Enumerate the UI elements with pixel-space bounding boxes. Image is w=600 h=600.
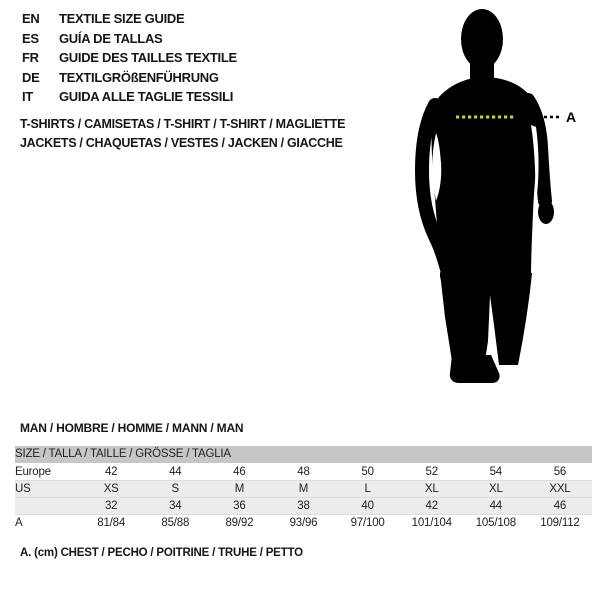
language-row-de	[22, 68, 237, 88]
language-row-es	[22, 29, 237, 49]
man-silhouette-svg	[395, 5, 595, 400]
table-row-us	[15, 480, 592, 497]
size-cell: 46	[553, 499, 567, 512]
size-cell: 36	[233, 499, 246, 512]
language-code: FR	[22, 50, 39, 66]
size-cell: M	[298, 482, 309, 495]
category-jackets: JACKETS / CHAQUETAS / VESTES / JACKEN / GIACCHE	[20, 136, 343, 150]
man-silhouette-figure	[395, 5, 595, 400]
row-label: Europe	[15, 465, 51, 478]
size-cell: 56	[553, 465, 567, 478]
size-cell: 46	[233, 465, 246, 478]
size-table-header-row	[15, 446, 592, 463]
language-row-en	[22, 9, 237, 29]
language-title: GUÍA DE TALLAS	[59, 30, 163, 46]
measurement-footnote: A. (cm) CHEST / PECHO / POITRINE / TRUHE / PETTO	[20, 547, 303, 559]
language-title: GUIDA ALLE TAGLIE TESSILI	[59, 89, 234, 105]
size-cell: 101/104	[411, 516, 452, 529]
size-table-container	[15, 446, 592, 531]
size-cell: 97/100	[350, 516, 385, 529]
size-cell: 38	[297, 499, 310, 512]
size-cell: 44	[169, 465, 182, 478]
size-cell: 44	[489, 499, 503, 512]
size-cell: 40	[361, 499, 374, 512]
size-cell: XXL	[549, 482, 571, 495]
language-row-fr	[22, 48, 237, 68]
size-cell: 42	[425, 499, 438, 512]
language-row-it	[22, 87, 237, 107]
size-cell: 32	[104, 499, 118, 512]
language-title: TEXTILGRÖßENFÜHRUNG	[59, 69, 219, 85]
size-cell: 34	[169, 499, 182, 512]
language-title: TEXTILE SIZE GUIDE	[59, 11, 185, 27]
size-cell: S	[171, 482, 180, 495]
table-row-chest-a	[15, 514, 592, 531]
size-cell: XL	[424, 482, 439, 495]
language-list	[22, 9, 237, 107]
size-cell: 93/96	[289, 516, 318, 529]
measure-label-a: A	[566, 109, 577, 125]
size-cell: 89/92	[225, 516, 254, 529]
row-label: US	[15, 482, 31, 495]
size-cell: 109/112	[540, 516, 580, 529]
size-cell: 52	[425, 465, 438, 478]
section-title-man: MAN / HOMBRE / HOMME / MANN / MAN	[20, 421, 244, 435]
language-title: GUIDE DES TAILLES TEXTILE	[59, 50, 237, 66]
language-code: DE	[22, 69, 40, 85]
size-table-header: SIZE / TALLA / TAILLE / GRÖSSE / TAGLIA	[15, 446, 592, 463]
language-code: EN	[22, 11, 40, 27]
size-cell: 105/108	[475, 516, 516, 529]
language-code: IT	[22, 89, 33, 105]
size-table	[15, 446, 592, 531]
size-cell: 81/84	[97, 516, 126, 529]
row-label: A	[15, 516, 23, 529]
row-label	[15, 497, 79, 514]
category-tshirts: T-SHIRTS / CAMISETAS / T-SHIRT / T-SHIRT / MAGLIETTE	[20, 117, 346, 131]
table-row-numeric	[15, 497, 592, 514]
size-cell: 48	[297, 465, 310, 478]
size-cell: L	[364, 482, 371, 495]
size-cell: 42	[104, 465, 118, 478]
size-cell: 50	[361, 465, 374, 478]
table-row-europe	[15, 463, 592, 480]
garment-categories	[20, 115, 345, 153]
size-cell: M	[234, 482, 245, 495]
silhouette-shapes	[422, 9, 554, 383]
size-cell: 85/88	[161, 516, 190, 529]
language-code: ES	[22, 30, 39, 46]
size-cell: XL	[488, 482, 503, 495]
size-cell: 54	[489, 465, 503, 478]
size-cell: XS	[103, 482, 119, 495]
